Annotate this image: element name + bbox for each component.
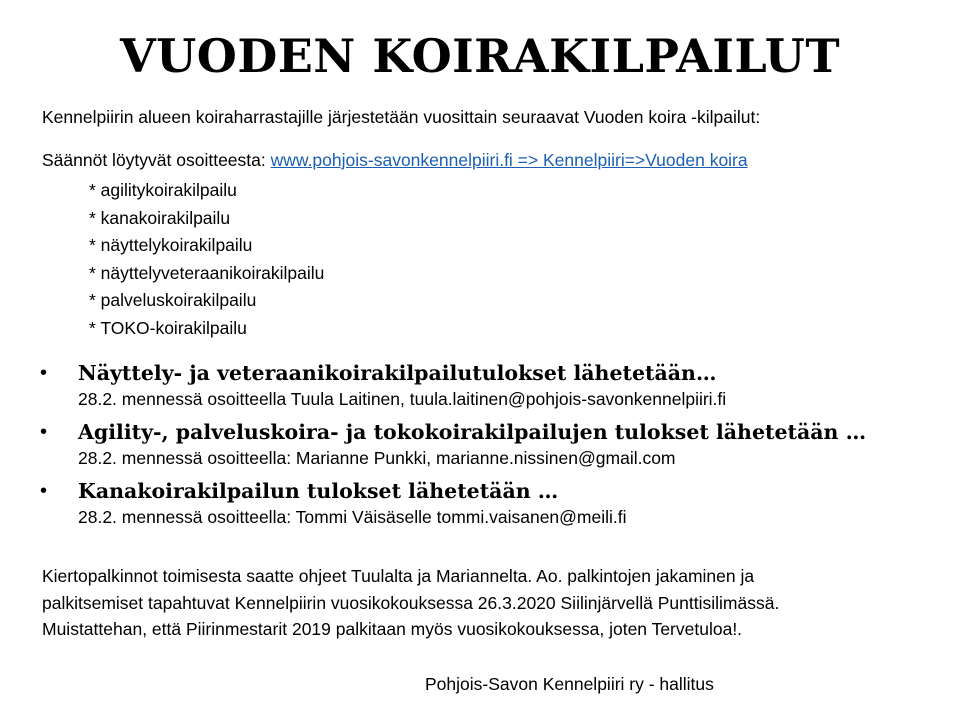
rules-line: [42, 149, 748, 171]
submission-item-kanakoira: [38, 476, 866, 528]
competition-item-palvelus: * palveluskoirakilpailu: [89, 290, 257, 311]
submission-item-agility: [38, 417, 866, 469]
competition-item-toko: * TOKO-koirakilpailu: [89, 317, 247, 338]
submission-detail: 28.2. mennessä osoitteella: Marianne Punkki, marianne.nissinen@gmail.com: [78, 448, 676, 468]
closing-line: Kiertopalkinnot toimisesta saatte ohjeet Tuulalta ja Mariannelta. Ao. palkintojen jakaminen ja: [42, 566, 755, 586]
competition-item-kanakoira: * kanakoirakilpailu: [89, 207, 231, 228]
bullet-icon: •: [40, 480, 48, 502]
rules-label: Säännöt löytyvät osoitteesta:: [42, 150, 271, 170]
competition-item-agility: * agilitykoirakilpailu: [89, 180, 237, 200]
competition-item-nayttely: * näyttelykoirakilpailu: [89, 235, 253, 256]
closing-paragraph: [42, 563, 779, 643]
submission-detail: 28.2. mennessä osoitteella Tuula Laitinen, tuula.laitinen@pohjois-savonkennelpiiri.fi: [78, 389, 727, 409]
closing-line: Muistattehan, että Piirinmestarit 2019 palkitaan myös vuosikokouksessa, joten Tervetuloa!.: [42, 619, 743, 640]
signature: Pohjois-Savon Kennelpiiri ry - hallitus: [425, 674, 714, 694]
submission-heading: Kanakoirakilpailun tulokset lähetetään …: [78, 479, 559, 503]
intro-text: Kennelpiirin alueen koiraharrastajille järjestetään vuosittain seuraavat Vuoden koira -kilpailut:: [42, 107, 761, 127]
submission-list: [38, 358, 866, 535]
closing-line: palkitsemiset tapahtuvat Kennelpiirin vuosikokouksessa 26.3.2020 Siilinjärvellä Punttisilimässä.: [42, 592, 780, 613]
submission-item-show: [38, 358, 866, 410]
submission-heading: Näyttely- ja veteraanikoirakilpailutulokset lähetetään…: [78, 361, 717, 385]
submission-heading: Agility-, palveluskoira- ja tokokoirakilpailujen tulokset lähetetään …: [78, 420, 867, 444]
competition-list: [89, 177, 324, 343]
bullet-icon: •: [40, 421, 48, 443]
competition-item-veteraani: * näyttelyveteraanikoirakilpailu: [89, 262, 325, 283]
bullet-icon: •: [40, 362, 48, 384]
rules-link[interactable]: www.pohjois-savonkennelpiiri.fi => Kennelpiiri=>Vuoden koira: [270, 150, 748, 170]
submission-detail: 28.2. mennessä osoitteella: Tommi Väisäselle tommi.vaisanen@meili.fi: [78, 507, 627, 527]
page-title: VUODEN KOIRAKILPAILUT: [119, 29, 841, 83]
